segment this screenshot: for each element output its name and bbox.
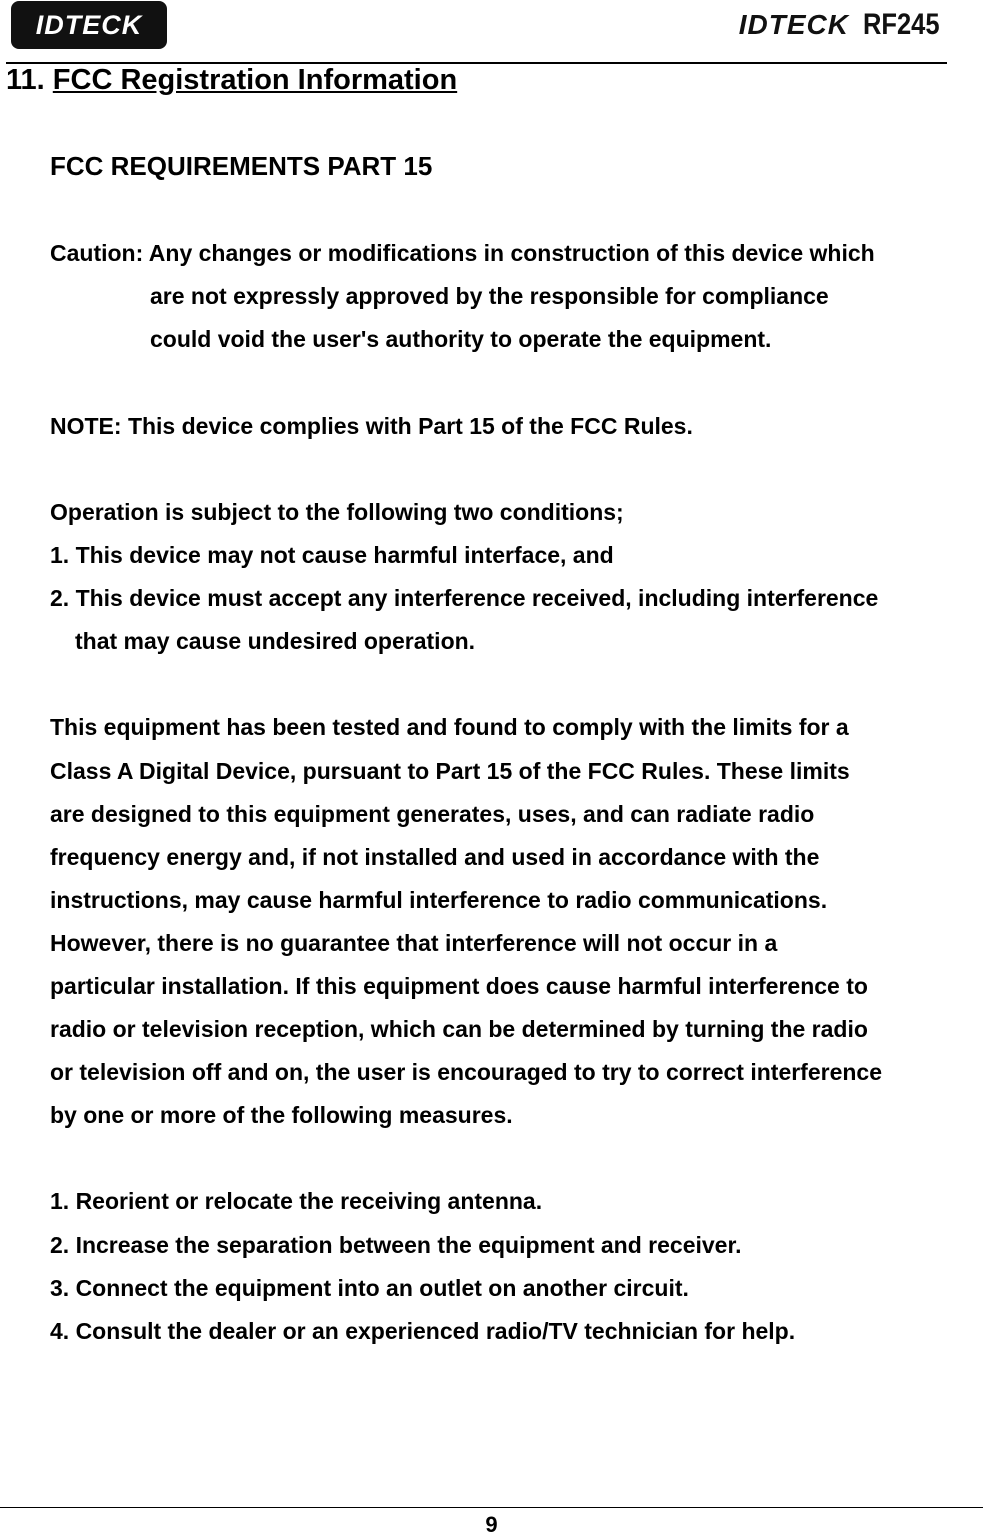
- model-name: RF245: [862, 8, 940, 41]
- logo-right-brand: IDTECK: [738, 9, 849, 40]
- section-number: 11.: [6, 64, 45, 96]
- conditions-line: 2. This device must accept any interference received, including interference: [50, 585, 879, 611]
- paragraph-line: are designed to this equipment generates, uses, and can radiate radio: [50, 801, 815, 827]
- conditions-line: that may cause undesired operation.: [75, 628, 476, 654]
- idteck-logo-left: [11, 1, 167, 49]
- conditions-line: Operation is subject to the following two conditions;: [50, 499, 624, 525]
- caution-line: Caution: Any changes or modifications in construction of this device which: [50, 240, 875, 266]
- paragraph-line: instructions, may cause harmful interference to radio communications.: [50, 887, 828, 913]
- note-line: NOTE: This device complies with Part 15 of the FCC Rules.: [50, 413, 693, 439]
- measure-item: 1. Reorient or relocate the receiving antenna.: [50, 1188, 543, 1214]
- paragraph-line: However, there is no guarantee that interference will not occur in a: [50, 930, 778, 956]
- caution-line: are not expressly approved by the responsible for compliance: [150, 283, 829, 309]
- measure-item: 3. Connect the equipment into an outlet on another circuit.: [50, 1275, 689, 1301]
- paragraph-line: or television off and on, the user is encouraged to try to correct interference: [50, 1059, 883, 1085]
- logo-left-text: IDTECK: [35, 9, 143, 40]
- section-title: [6, 64, 457, 97]
- paragraph-line: Class A Digital Device, pursuant to Part 15 of the FCC Rules. These limits: [50, 758, 850, 784]
- page-heading: FCC REQUIREMENTS PART 15: [50, 151, 433, 181]
- footer-divider: [0, 1507, 983, 1508]
- paragraph-line: This equipment has been tested and found to comply with the limits for a: [50, 714, 849, 740]
- header-brand-model: [739, 8, 953, 42]
- page-number: 9: [485, 1512, 498, 1537]
- measure-item: 2. Increase the separation between the equipment and receiver.: [50, 1232, 742, 1258]
- paragraph-line: radio or television reception, which can be determined by turning the radio: [50, 1016, 868, 1042]
- paragraph-line: frequency energy and, if not installed and used in accordance with the: [50, 844, 820, 870]
- caution-line: could void the user's authority to operate the equipment.: [150, 326, 772, 352]
- paragraph-line: by one or more of the following measures.: [50, 1102, 513, 1128]
- section-title-text: FCC Registration Information: [52, 64, 458, 96]
- paragraph-line: particular installation. If this equipment does cause harmful interference to: [50, 973, 868, 999]
- conditions-line: 1. This device may not cause harmful interface, and: [50, 542, 614, 568]
- measure-item: 4. Consult the dealer or an experienced radio/TV technician for help.: [50, 1318, 796, 1344]
